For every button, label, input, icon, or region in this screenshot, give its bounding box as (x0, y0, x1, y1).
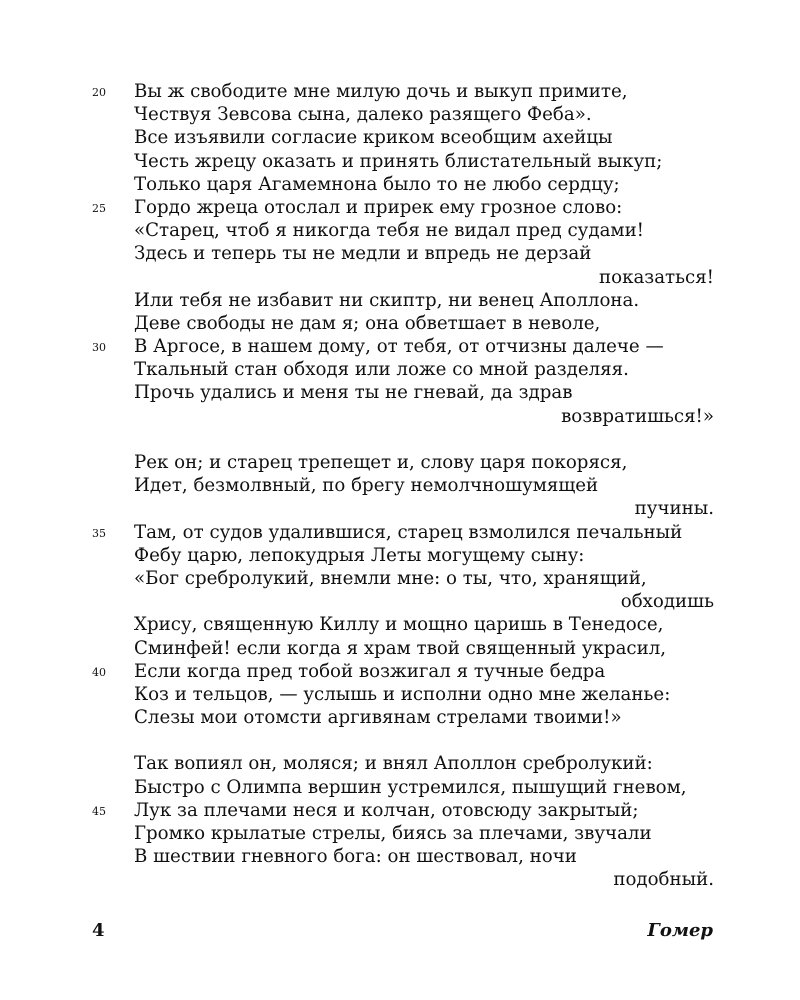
verse-text: показаться! (599, 266, 714, 288)
verse-text: Если когда пред тобой возжигал я тучные бедра (134, 660, 606, 682)
verse-line (92, 521, 714, 544)
verse-line (134, 381, 714, 404)
line-number: 45 (92, 804, 106, 818)
verse-text: Сминфей! если когда я храм твой священный украсил, (134, 637, 667, 659)
line-number: 30 (92, 341, 106, 355)
verse-line (134, 822, 714, 845)
verse-line (134, 637, 714, 660)
verse-text: обходишь (620, 591, 714, 613)
verse-line (134, 544, 714, 567)
verse-text: Идет, безмолвный, по брегу немолчношумящей (134, 475, 599, 497)
verse-line-continuation (134, 405, 714, 428)
verse-text: Здесь и теперь ты не медли и впредь не дерзай (134, 243, 592, 265)
verse-line (134, 474, 714, 497)
verse-line (134, 289, 714, 312)
verse-text: Лук за плечами неся и колчан, отовсюду закрытый; (134, 799, 639, 821)
verse-text: Фебу царю, лепокудрыя Леты могущему сыну: (134, 544, 585, 566)
verse-line (134, 312, 714, 335)
verse-line (92, 660, 714, 683)
poem-text (92, 80, 714, 892)
verse-text: Только царя Агамемнона было то не любо сердцу; (134, 173, 620, 195)
running-author: Гомер (647, 920, 713, 941)
verse-text: Честь жрецу оказать и принять блистательный выкуп; (134, 150, 663, 172)
verse-text: возвратишься!» (561, 405, 714, 427)
verse-line (134, 150, 714, 173)
verse-line (134, 126, 714, 149)
verse-line-continuation (134, 497, 714, 520)
verse-line-continuation (134, 590, 714, 613)
verse-text: Вы ж свободите мне милую дочь и выкуп примите, (134, 81, 628, 102)
verse-text: Рек он; и старец трепещет и, слову царя покоряся, (134, 452, 628, 473)
verse-line (92, 335, 714, 358)
verse-line (134, 242, 714, 265)
verse-text: Громко крылатые стрелы, биясь за плечами, звучали (134, 823, 652, 844)
verse-text: «Бог сребролукий, внемли мне: о ты, что, хранящий, (134, 567, 647, 589)
verse-text: Там, от судов удалившися, старец взмолился печальный (134, 521, 683, 543)
verse-line (134, 752, 714, 775)
verse-line (134, 358, 714, 381)
verse-text: Быстро с Олимпа вершин устремился, пышущий гневом, (134, 776, 687, 798)
verse-text: Чествуя Зевсова сына, далеко разящего Феба». (134, 104, 592, 126)
verse-line (134, 845, 714, 868)
verse-line-continuation (134, 266, 714, 289)
verse-text: Так вопиял он, моляся; и внял Аполлон сребролукий: (134, 753, 653, 775)
line-number: 25 (92, 201, 106, 215)
verse-line (134, 776, 714, 799)
verse-text: Хрису, священную Киллу и мощно царишь в Тенедосе, (134, 614, 664, 636)
verse-line (134, 683, 714, 706)
verse-text: «Старец, чтоб я никогда тебя не видал пред судами! (134, 220, 644, 242)
verse-text: В шествии гневного бога: он шествовал, ночи (134, 846, 577, 868)
verse-line (134, 219, 714, 242)
page-footer (92, 920, 713, 944)
verse-text: Или тебя не избавит ни скиптр, ни венец Аполлона. (134, 289, 640, 311)
verse-text: пучины. (634, 498, 714, 520)
verse-text: подобный. (613, 869, 714, 891)
verse-text: В Аргосе, в нашем дому, от тебя, от отчизны далече — (134, 336, 664, 358)
stanza-gap (134, 729, 714, 752)
verse-line (92, 196, 714, 219)
verse-line (134, 451, 714, 474)
verse-line (92, 80, 714, 103)
verse-line (134, 173, 714, 196)
stanza-gap (134, 428, 714, 451)
verse-line (134, 567, 714, 590)
verse-text: Гордо жреца отослал и прирек ему грозное слово: (134, 196, 623, 218)
verse-text: Слезы мои отомсти аргивянам стрелами твоими!» (134, 707, 622, 729)
verse-text: Коз и тельцов, — услышь и исполни одно мне желанье: (134, 683, 671, 705)
verse-line (134, 706, 714, 729)
line-number: 35 (92, 526, 106, 540)
page-number: 4 (92, 920, 105, 941)
verse-text: Деве свободы не дам я; она обветшает в неволе, (134, 312, 601, 334)
line-number: 20 (92, 86, 106, 99)
verse-line (134, 613, 714, 636)
verse-line-continuation (134, 868, 714, 891)
verse-text: Прочь удались и меня ты не гневай, да здрав (134, 382, 573, 404)
verse-line (92, 799, 714, 822)
verse-text: Ткальный стан обходя или ложе со мной разделяя. (134, 359, 629, 381)
verse-text: Все изъявили согласие криком всеобщим ахейцы (134, 127, 613, 149)
verse-line (134, 103, 714, 126)
line-number: 40 (92, 665, 106, 679)
